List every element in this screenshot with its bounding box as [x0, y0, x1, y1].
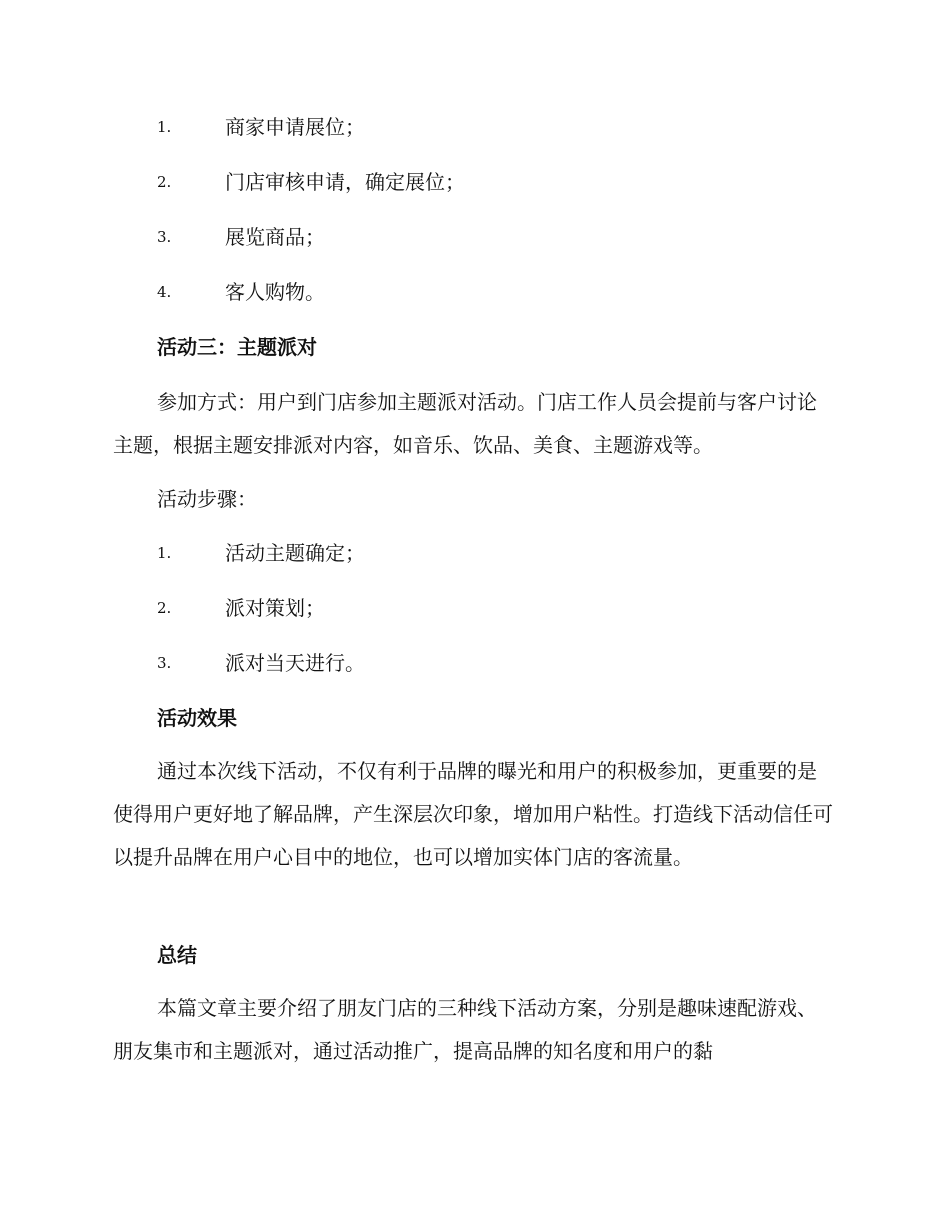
list-number: 2. — [157, 599, 172, 617]
list-item — [0, 167, 950, 197]
effect-paragraph: 通过本次线下活动，不仅有利于品牌的曝光和用户的积极参加，更重要的是使得用户更好地了解品牌，产生深层次印象，增加用户粘性。打造线下活动信任可以提升品牌在用户心目中的地位，也可以增加实体门店的客流量。 — [113, 759, 833, 869]
list-number: 4. — [157, 283, 172, 301]
list-item — [0, 593, 950, 623]
list-item — [0, 222, 950, 252]
summary-paragraph: 本篇文章主要介绍了朋友门店的三种线下活动方案，分别是趣味速配游戏、朋友集市和主题派对，通过活动推广，提高品牌的知名度和用户的黏 — [113, 996, 817, 1063]
participation-paragraph: 参加方式：用户到门店参加主题派对活动。门店工作人员会提前与客户讨论主题，根据主题安排派对内容，如音乐、饮品、美食、主题游戏等。 — [113, 390, 817, 457]
list-text: 活动主题确定； — [225, 541, 365, 565]
list-text: 派对策划； — [225, 596, 325, 620]
list-item — [0, 112, 950, 142]
list-text: 商家申请展位； — [225, 115, 365, 139]
section-heading-summary: 总结 — [157, 943, 197, 967]
list-text: 派对当天进行。 — [225, 651, 365, 675]
list-number: 2. — [157, 173, 172, 191]
list-number: 1. — [157, 544, 172, 562]
list-item — [0, 277, 950, 307]
section-heading-activity-three: 活动三：主题派对 — [157, 335, 317, 359]
list-number: 3. — [157, 654, 172, 672]
list-text: 客人购物。 — [225, 280, 325, 304]
list-text: 门店审核申请，确定展位； — [225, 170, 465, 194]
list-number: 3. — [157, 228, 172, 246]
list-number: 1. — [157, 118, 172, 136]
steps-label: 活动步骤： — [157, 487, 257, 511]
list-text: 展览商品； — [225, 225, 325, 249]
section-heading-effect: 活动效果 — [157, 706, 237, 730]
list-item — [0, 538, 950, 568]
list-item — [0, 648, 950, 678]
